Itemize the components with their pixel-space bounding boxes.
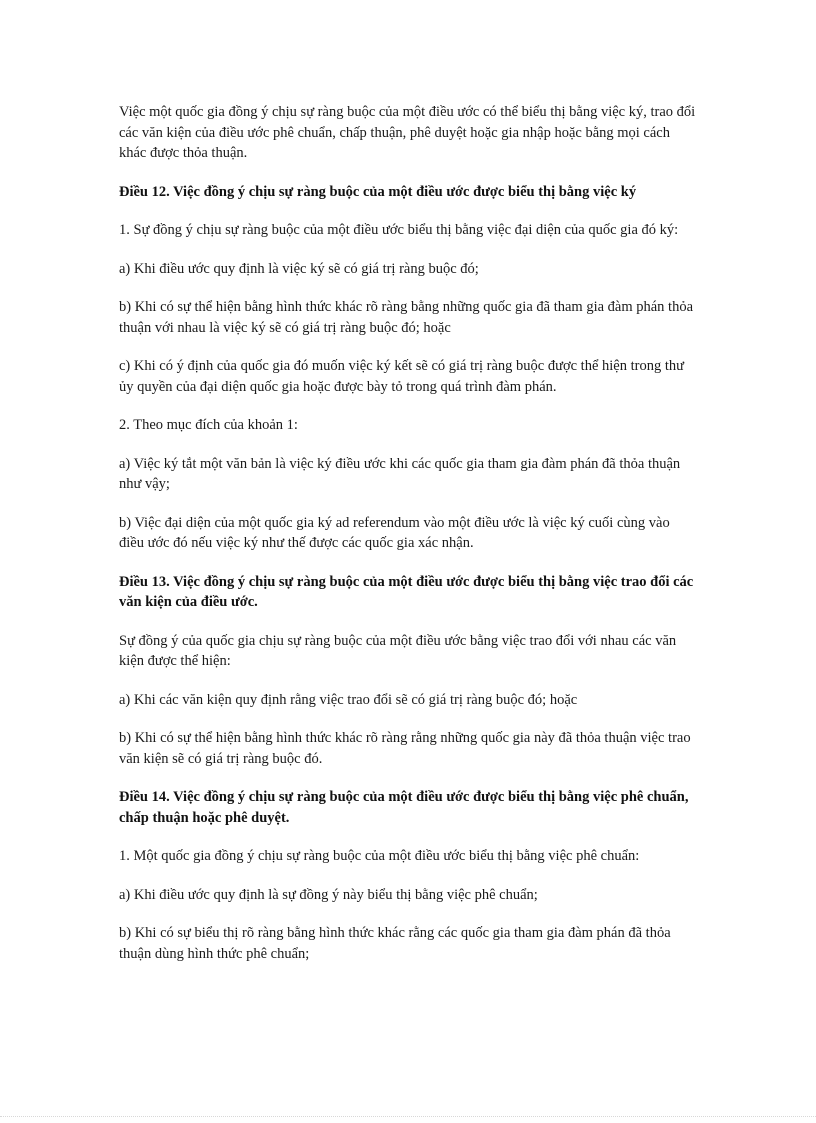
article-14-clause-1: 1. Một quốc gia đồng ý chịu sự ràng buộc của một điều ước biểu thị bằng việc phê chuẩn: (119, 848, 640, 864)
article-12-clause-1a: a) Khi điều ước quy định là việc ký sẽ có giá trị ràng buộc đó; (119, 260, 479, 277)
article-12-clause-1b: b) Khi có sự thể hiện bằng hình thức khác rõ ràng bằng những quốc gia đã tham gia đàm phán thỏa thuận với nhau là việc ký sẽ có giá trị ràng buộc đó; hoặc (119, 299, 694, 336)
article-14-heading: Điều 14. Việc đồng ý chịu sự ràng buộc của một điều ước được biểu thị bằng việc phê chuẩn, chấp thuận hoặc phê duyệt. (119, 789, 689, 826)
article-14-clause-1b: b) Khi có sự biểu thị rõ ràng bằng hình thức khác rằng các quốc gia tham gia đàm phán đã thỏa thuận dùng hình thức phê chuẩn; (119, 925, 671, 962)
article-13-intro: Sự đồng ý của quốc gia chịu sự ràng buộc của một điều ước bằng việc trao đổi với nhau các văn kiện được thể hiện: (119, 632, 677, 669)
article-12-clause-2b: b) Việc đại diện của một quốc gia ký ad referendum vào một điều ước là việc ký cuối cùng vào điều ước đó nếu việc ký như thế được các quốc gia xác nhận. (119, 514, 670, 551)
article-13-heading: Điều 13. Việc đồng ý chịu sự ràng buộc của một điều ước được biểu thị bằng việc trao đổi các văn kiện của điều ước. (119, 573, 694, 610)
article-13-clause-a: a) Khi các văn kiện quy định rằng việc trao đổi sẽ có giá trị ràng buộc đó; hoặc (119, 691, 578, 708)
document-body (119, 102, 697, 982)
article-14-clause-1a: a) Khi điều ước quy định là sự đồng ý này biểu thị bằng việc phê chuẩn; (119, 886, 538, 903)
article-12-clause-2a: a) Việc ký tắt một văn bản là việc ký điều ước khi các quốc gia tham gia đàm phán đã thỏa thuận như vậy; (119, 455, 681, 492)
article-12-clause-2: 2. Theo mục đích của khoản 1: (119, 417, 298, 433)
paragraph-intro: Việc một quốc gia đồng ý chịu sự ràng buộc của một điều ước có thể biểu thị bằng việc ký, trao đổi các văn kiện của điều ước phê chuẩn, chấp thuận, phê duyệt hoặc gia nhập hoặc bằng mọi cách khác được thỏa thuận. (119, 104, 696, 161)
article-12-clause-1: 1. Sự đồng ý chịu sự ràng buộc của một điều ước biểu thị bằng việc đại diện của quốc gia đó ký: (119, 222, 679, 238)
article-13-clause-b: b) Khi có sự thể hiện bằng hình thức khác rõ ràng rằng những quốc gia này đã thỏa thuận việc trao văn kiện sẽ có giá trị ràng buộc đó. (119, 730, 691, 767)
article-12-clause-1c: c) Khi có ý định của quốc gia đó muốn việc ký kết sẽ có giá trị ràng buộc được thể hiện trong thư ủy quyền của đại diện quốc gia hoặc được bày tỏ trong quá trình đàm phán. (119, 358, 684, 395)
article-12-heading: Điều 12. Việc đồng ý chịu sự ràng buộc của một điều ước được biểu thị bằng việc ký (119, 183, 637, 200)
page-bottom-divider (0, 1116, 816, 1117)
